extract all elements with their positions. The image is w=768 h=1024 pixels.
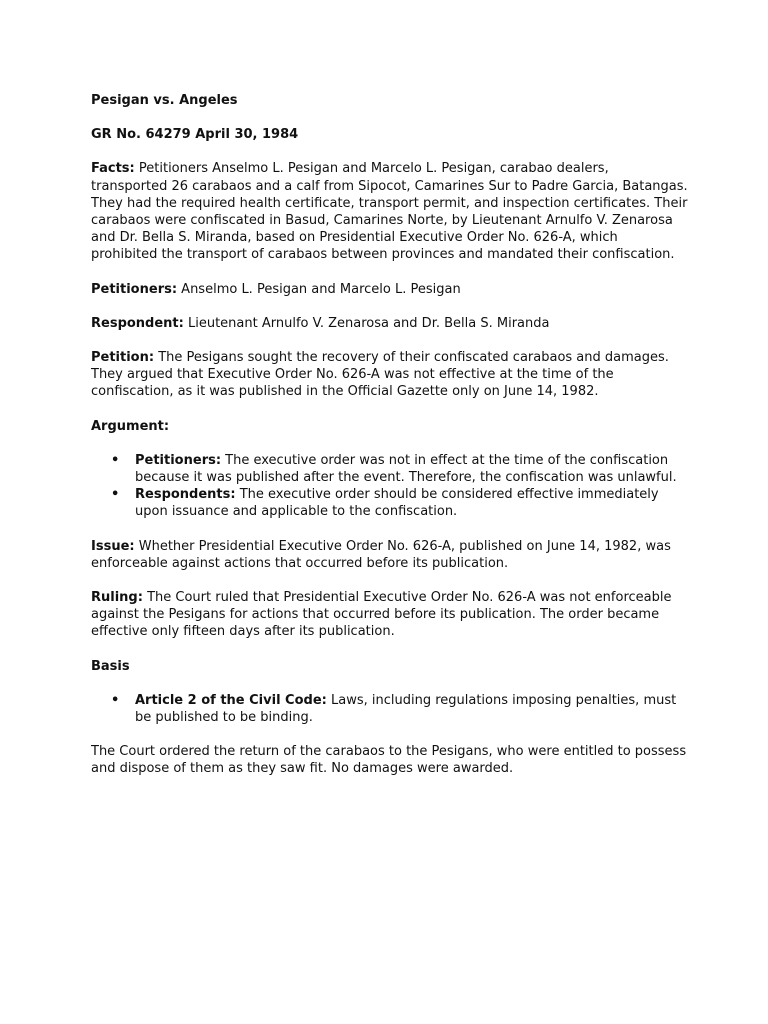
list-item — [111, 486, 688, 520]
issue-text: Whether Presidential Executive Order No. 626-A, published on June 14, 1982, was enforceable against actions that occurred before its publication. — [91, 538, 671, 571]
petitioners-text: Anselmo L. Pesigan and Marcelo L. Pesigan — [177, 281, 461, 297]
bullet-icon: • — [111, 692, 120, 708]
petitioners-paragraph — [91, 281, 688, 298]
list-item — [111, 692, 688, 726]
ruling-text: The Court ruled that Presidential Executive Order No. 626-A was not enforceable against the Pesigans for actions that occurred before its publication. The order became effective only fifteen days after its publication. — [91, 590, 672, 640]
list-item — [111, 452, 688, 486]
bullet-icon: • — [111, 487, 120, 503]
basis-list — [91, 692, 688, 726]
ruling-paragraph — [91, 589, 688, 641]
respondent-paragraph — [91, 315, 688, 332]
argument-item-text: The executive order was not in effect at the time of the confiscation because it was published after the event. Therefore, the confiscation was unlawful. — [135, 452, 677, 486]
ruling-label: Ruling: — [91, 590, 143, 606]
petition-label: Petition: — [91, 350, 155, 366]
petition-text: The Pesigans sought the recovery of their confiscated carabaos and damages. They argued that Executive Order No. 626-A was not effective at the time of the confiscation, as it was published in the Official Gazette only on June 14, 1982. — [91, 350, 669, 400]
petitioners-label: Petitioners: — [91, 281, 178, 297]
argument-item-label: Respondents: — [135, 487, 236, 503]
case-number-date: GR No. 64279 April 30, 1984 — [91, 127, 299, 143]
bullet-icon: • — [111, 452, 120, 468]
basis-heading: Basis — [91, 658, 130, 674]
facts-label: Facts: — [91, 161, 135, 177]
case-title: Pesigan vs. Angeles — [91, 93, 238, 108]
respondent-text: Lieutenant Arnulfo V. Zenarosa and Dr. Bella S. Miranda — [183, 315, 550, 331]
conclusion-paragraph: The Court ordered the return of the carabaos to the Pesigans, who were entitled to possess and dispose of them as they saw fit. No damages were awarded. — [91, 744, 687, 777]
petition-paragraph — [91, 349, 688, 401]
argument-item-text: The executive order should be considered effective immediately upon issuance and applicable to the confiscation. — [135, 487, 659, 520]
basis-item-text: Laws, including regulations imposing penalties, must be published to be binding. — [135, 692, 677, 726]
argument-list — [91, 452, 688, 521]
issue-label: Issue: — [91, 538, 135, 554]
basis-item-label: Article 2 of the Civil Code: — [135, 692, 327, 708]
argument-heading: Argument: — [91, 418, 170, 434]
facts-text: Petitioners Anselmo L. Pesigan and Marcelo L. Pesigan, carabao dealers, transported 26 carabaos and a calf from Sipocot, Camarines Sur to Padre Garcia, Batangas. They had the required health certificate, transport permit, and inspection certificates. Their carabaos were confiscated in Basud, Camarines Norte, by Lieutenant Arnulfo V. Zenarosa and Dr. Bella S. Miranda, based on Presidential Executive Order No. 626-A, which prohibited the transport of carabaos between provinces and mandated their confiscation. — [91, 161, 688, 263]
argument-item-label: Petitioners: — [135, 452, 222, 468]
issue-paragraph — [91, 538, 688, 572]
facts-paragraph — [91, 160, 688, 263]
respondent-label: Respondent: — [91, 315, 184, 331]
